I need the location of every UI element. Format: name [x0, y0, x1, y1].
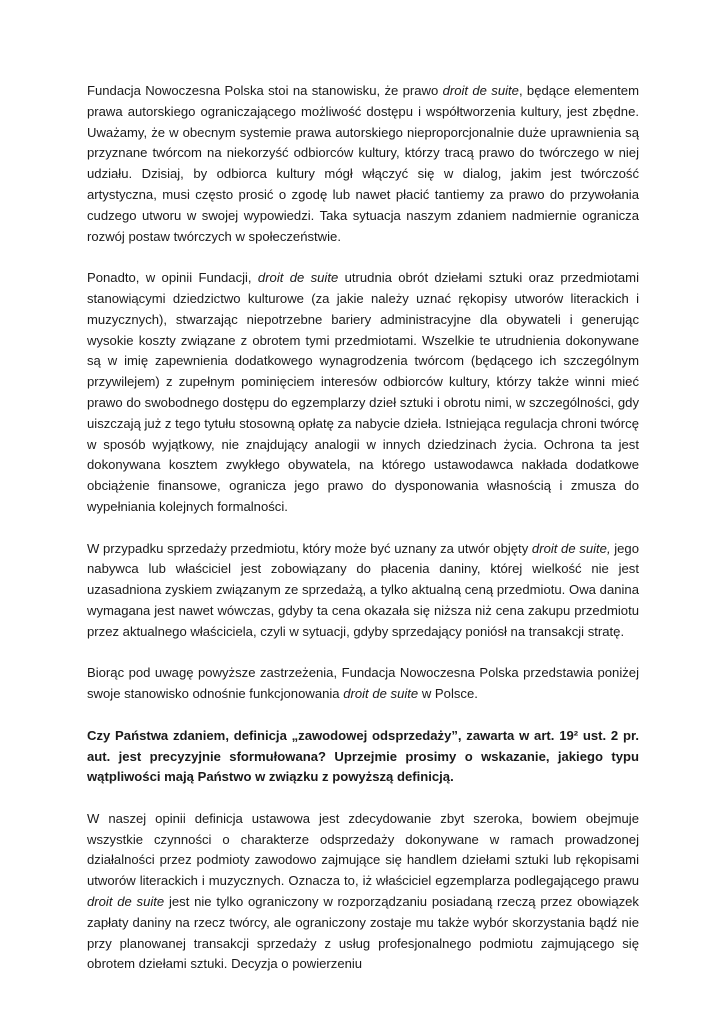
paragraph-obstacles	[87, 268, 639, 518]
italic-term: droit de suite,	[531, 540, 611, 556]
text-segment: Ponadto, w opinii Fundacji,	[87, 270, 258, 286]
question-heading	[87, 726, 639, 788]
paragraph-answer	[87, 809, 639, 972]
text-segment: utrudnia obrót dziełami sztuki oraz przedmiotami stanowiącymi dziedzictwo kulturowe (za jakie należy uznać rękopisy utworów literackich i muzycznych), stwarzając niepotrzebne bariery administracyjne dla obywateli i generując wysokie koszty związane z obrotem tymi przedmiotami. Wszelkie te utrudnienia dokonywane są w imię zapewnienia dodatkowego wynagrodzenia twórcom (będącego ich szczególnym przywilejem) z zupełnym pominięciem interesów odbiorców kultury, którzy także winni mieć prawo do swobodnego dostępu do egzemplarzy dzieł sztuki i obrotu nimi, w szczególności, gdy uiszczają już z tego tytułu stosowną opłatę za nabycie dzieła. Istniejąca regulacja chroni twórcę w sposób wyjątkowy, nie znajdujący analogii w innych dziedzinach życia. Ochrona ta jest dokonywana kosztem zwykłego obywatela, na którego ustawodawca nakłada dodatkowe obciążenie finansowe, ogranicza jego prawo do dysponowania własnością i zmusza do wypełniania kolejnych formalności.	[87, 270, 639, 514]
text-segment: W przypadku sprzedaży przedmiotu, który może być uznany za utwór objęty	[87, 540, 532, 556]
paragraph-position	[87, 663, 639, 705]
text-segment: jest nie tylko ograniczony w rozporządzaniu posiadaną rzeczą przez obowiązek zapłaty daniny na rzecz twórcy, ale ograniczony zostaje mu także wybór skorzystania bądź nie przy planowanej transakcji sprzedaży z usług profesjonalnego podmiotu zajmującego się obrotem dziełami sztuki. Decyzja o powierzeniu	[87, 894, 639, 972]
text-segment: jego nabywca lub właściciel jest zobowiązany do płacenia daniny, której wielkość nie jest uzasadniona zyskiem związanym ze sprzedażą, a tylko aktualną ceną przedmiotu. Owa danina wymagana jest nawet wówczas, gdyby ta cena okazała się niższa niż cena zakupu przedmiotu przez aktualnego właściciela, czyli w sytuacji, gdyby sprzedający poniósł na transakcji stratę.	[87, 540, 639, 639]
text-segment: W naszej opinii definicja ustawowa jest zdecydowanie zbyt szeroka, bowiem obejmuje wszystkie czynności o charakterze odsprzedaży dokonywane w ramach prowadzonej działalności przez podmioty zawodowo zajmujące się handlem dziełami sztuki lub rękopisami utworów literackich i muzycznych. Oznacza to, iż właściciel egzemplarza podlegającego prawu	[87, 810, 639, 889]
paragraph-sale-case	[87, 539, 639, 643]
text-segment: Biorąc pod uwagę powyższe zastrzeżenia, Fundacja Nowoczesna Polska przedstawia poniżej swoje stanowisko odnośnie funkcjonowania	[87, 665, 639, 702]
text-segment: , będące elementem prawa autorskiego ograniczającego możliwość dostępu i współtworzenia kultury, jest zbędne. Uważamy, że w obecnym systemie prawa autorskiego nieproporcjonalnie duże uprawnienia są przyznane twórcom na niekorzyść odbiorców kultury, którzy tracą prawo do twórczego w niej udziału. Dzisiaj, by odbiorca kultury mógł włączyć się w dialog, jakim jest twórczość artystyczna, musi często prosić o zgodę lub nawet płacić tantiemy za prawo do przywołania cudzego utworu w swojej wypowiedzi. Taka sytuacja naszym zdaniem nadmiernie ogranicza rozwój postaw twórczych w społeczeństwie.	[87, 83, 639, 244]
document-page	[87, 81, 639, 972]
text-segment: Fundacja Nowoczesna Polska stoi na stanowisku, że prawo	[87, 83, 443, 98]
italic-term: droit de suite	[442, 83, 519, 98]
question-text: Czy Państwa zdaniem, definicja „zawodowej odsprzedaży”, zawarta w art. 19² ust. 2 pr. aut. jest precyzyjnie sformułowana? Uprzejmie prosimy o wskazanie, jakiego typu wątpliwości mają Państwo w związku z powyższą definicją.	[87, 727, 639, 785]
italic-term: droit de suite	[257, 270, 339, 286]
paragraph-intro	[87, 81, 639, 247]
italic-term: droit de suite	[87, 894, 165, 910]
text-segment: w Polsce.	[418, 686, 478, 702]
italic-term: droit de suite	[343, 686, 419, 702]
